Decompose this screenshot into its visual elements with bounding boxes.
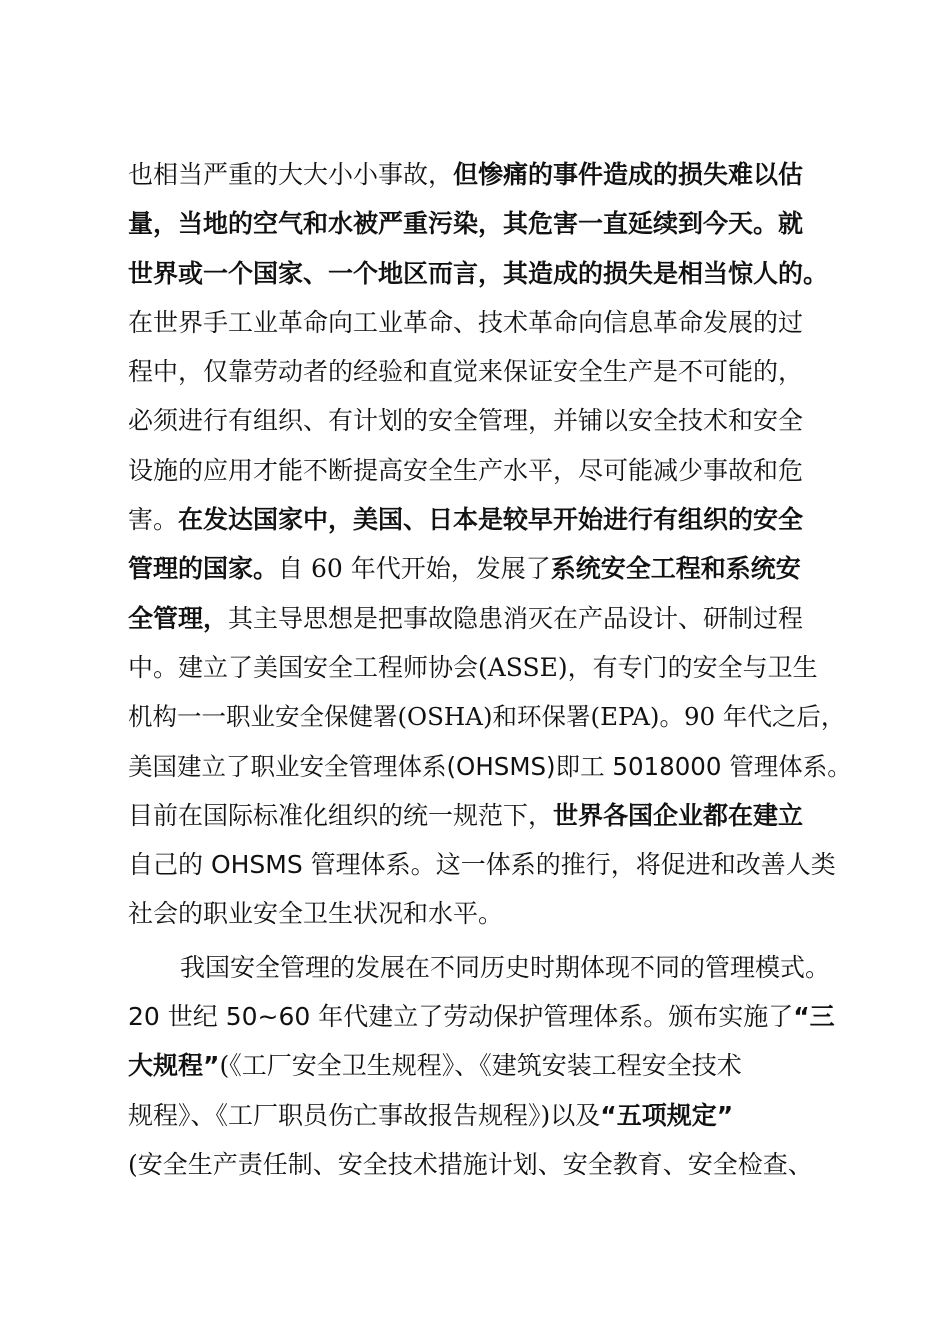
emphasized-text-run: 在发达国家中，美国、日本是较早开始进行有组织的安全 — [178, 505, 804, 535]
text-run: (安全生产责任制、安全技术措施计划、安全教育、安全检查、 — [128, 1149, 813, 1179]
text-run: 程中，仅靠劳动者的经验和直觉来保证安全生产是不可能的， — [128, 357, 804, 387]
text-line — [128, 889, 858, 938]
text-line — [128, 446, 858, 495]
emphasized-text-run: 自己的 OHSMS 管理体系。 — [128, 850, 436, 880]
text-line — [128, 643, 858, 692]
text-line — [128, 594, 858, 643]
text-run: 机构一一职业安全保健署(OSHA)和环保署(EPA)。90 年代之后， — [128, 702, 846, 732]
text-line — [128, 199, 858, 248]
emphasized-text-run: 系统安全工程和系统安 — [550, 554, 801, 584]
text-run: 我国安全管理的发展在不同历史时期体现不同的管理模式。 — [180, 952, 831, 982]
emphasized-text-run: 但惨痛的事件造成的损失难以估 — [453, 160, 804, 189]
emphasized-text-run: 全管理， — [128, 603, 229, 633]
text-line — [128, 495, 858, 544]
text-run: 颁布实施了 — [668, 1002, 794, 1032]
body-text — [128, 150, 858, 1189]
text-run: 目前在国际标准化组织的统一规范下， — [128, 800, 554, 830]
emphasized-text-run: 量，当地的空气和水被严重污染，其危害一直延续到今天。就 — [128, 209, 804, 239]
text-run: 必须进行有组织、有计划的安全管理，并铺以安全技术和安全 — [128, 406, 804, 436]
emphasized-text-run: 20 世纪 50~60 年代建立了劳动保护管理体系。 — [128, 1002, 669, 1032]
text-run: 在世界手工业革命向工业革命、技术革命向信息革命发展的过 — [128, 307, 804, 337]
emphasized-text-run: “五项规定” — [600, 1100, 734, 1130]
text-run: 规程》、《工厂职员伤亡事故报告规程》)以及 — [128, 1100, 601, 1130]
text-run: 这一体系的推行，将促进和改善人类 — [435, 850, 836, 880]
text-line — [128, 943, 858, 992]
text-run: 设施的应用才能不断提高安全生产水平，尽可能减少事故和危 — [128, 455, 804, 485]
text-line — [128, 1091, 858, 1140]
text-run: 中。建立了美国安全工程师协会(ASSE)，有专门的安全与卫生 — [128, 652, 818, 682]
emphasized-text-run: 管理的国家。 — [128, 554, 279, 584]
text-line — [128, 791, 858, 840]
text-line — [128, 249, 858, 298]
text-line — [128, 298, 858, 347]
text-line — [128, 840, 858, 889]
emphasized-text-run: 大规程” — [128, 1051, 220, 1081]
text-line — [128, 742, 858, 791]
text-run: 也相当严重的大大小小事故， — [128, 160, 454, 189]
text-line — [128, 692, 858, 741]
text-run: 其主导思想是把事故隐患消灭在产品设计、研制过程 — [228, 603, 804, 633]
emphasized-text-run: “三 — [793, 1002, 835, 1032]
text-line — [128, 544, 858, 593]
emphasized-text-run: 职业安全管理体系(OHSMS)即工 5018000 管理体系。 — [250, 751, 852, 781]
text-line — [128, 1041, 858, 1090]
text-run: 自 60 年代开始，发展了 — [278, 554, 551, 584]
emphasized-text-run: 世界各国企业都在建立 — [553, 800, 804, 830]
text-line — [128, 396, 858, 445]
emphasized-text-run: 世界或一个国家、一个地区而言，其造成的损失是相当惊人的。 — [128, 258, 829, 288]
text-run: (《工厂安全卫生规程》、《建筑安装工程安全技术 — [219, 1051, 742, 1081]
text-run: 害。 — [128, 505, 179, 535]
text-line — [128, 992, 858, 1041]
text-run: 美国建立了 — [128, 751, 251, 781]
text-line — [128, 1140, 858, 1189]
text-run: 社会的职业安全卫生状况和水平。 — [128, 899, 504, 929]
text-line — [128, 150, 858, 199]
text-line — [128, 347, 858, 396]
